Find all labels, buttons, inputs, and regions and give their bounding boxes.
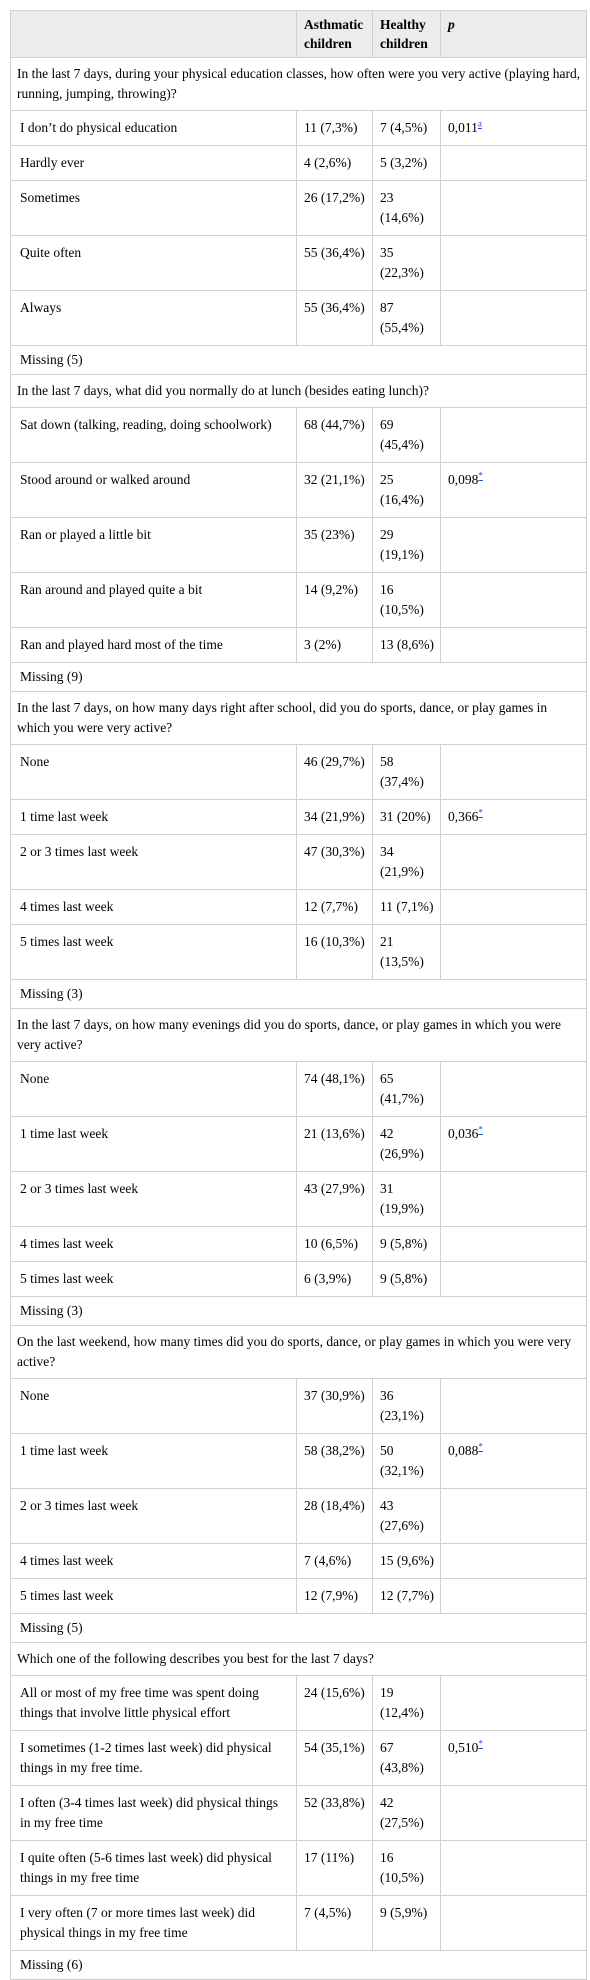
asthmatic-value: 16 (10,3%) xyxy=(297,925,373,980)
table-row xyxy=(11,890,587,925)
table-row xyxy=(11,518,587,573)
table-row xyxy=(11,111,587,146)
table-row xyxy=(11,925,587,980)
healthy-value: 31 (19,9%) xyxy=(373,1172,441,1227)
table-body xyxy=(11,58,587,1980)
p-cell xyxy=(441,291,587,346)
p-cell xyxy=(441,146,587,181)
missing-row xyxy=(11,1614,587,1643)
table-row xyxy=(11,1676,587,1731)
header-asthmatic: Asthmatic children xyxy=(297,11,373,58)
p-cell xyxy=(441,1896,587,1951)
answer-label: Ran or played a little bit xyxy=(11,518,297,573)
answer-label: 2 or 3 times last week xyxy=(11,835,297,890)
p-cell xyxy=(441,1579,587,1614)
p-cell xyxy=(441,408,587,463)
header-label xyxy=(11,11,297,58)
missing-row xyxy=(11,663,587,692)
p-cell xyxy=(441,1062,587,1117)
table-row xyxy=(11,1841,587,1896)
asthmatic-value: 54 (35,1%) xyxy=(297,1731,373,1786)
healthy-value: 69 (45,4%) xyxy=(373,408,441,463)
footnote-link[interactable]: a xyxy=(477,118,482,129)
answer-label: 4 times last week xyxy=(11,1544,297,1579)
p-value: 0,510 xyxy=(448,1740,479,1755)
p-cell xyxy=(441,1262,587,1297)
asthmatic-value: 52 (33,8%) xyxy=(297,1786,373,1841)
healthy-value: 65 (41,7%) xyxy=(373,1062,441,1117)
table-row xyxy=(11,573,587,628)
p-cell xyxy=(441,925,587,980)
answer-label: None xyxy=(11,745,297,800)
p-cell xyxy=(441,1172,587,1227)
table-row xyxy=(11,835,587,890)
healthy-value: 12 (7,7%) xyxy=(373,1579,441,1614)
asthmatic-value: 37 (30,9%) xyxy=(297,1379,373,1434)
asthmatic-value: 21 (13,6%) xyxy=(297,1117,373,1172)
healthy-value: 7 (4,5%) xyxy=(373,111,441,146)
asthmatic-value: 47 (30,3%) xyxy=(297,835,373,890)
answer-label: I very often (7 or more times last week) did physical things in my free time xyxy=(11,1896,297,1951)
asthmatic-value: 12 (7,7%) xyxy=(297,890,373,925)
asthmatic-value: 32 (21,1%) xyxy=(297,463,373,518)
asthmatic-value: 11 (7,3%) xyxy=(297,111,373,146)
answer-label: 2 or 3 times last week xyxy=(11,1489,297,1544)
missing-label: Missing (6) xyxy=(11,1951,587,1980)
asthmatic-value: 12 (7,9%) xyxy=(297,1579,373,1614)
answer-label: Quite often xyxy=(11,236,297,291)
healthy-value: 36 (23,1%) xyxy=(373,1379,441,1434)
missing-label: Missing (5) xyxy=(11,346,587,375)
asthmatic-value: 3 (2%) xyxy=(297,628,373,663)
asthmatic-value: 6 (3,9%) xyxy=(297,1262,373,1297)
table-row xyxy=(11,463,587,518)
answer-label: Hardly ever xyxy=(11,146,297,181)
asthmatic-value: 4 (2,6%) xyxy=(297,146,373,181)
p-cell xyxy=(441,1841,587,1896)
answer-label: I often (3-4 times last week) did physical things in my free time xyxy=(11,1786,297,1841)
healthy-value: 58 (37,4%) xyxy=(373,745,441,800)
question-row xyxy=(11,58,587,111)
answer-label: 1 time last week xyxy=(11,1434,297,1489)
healthy-value: 23 (14,6%) xyxy=(373,181,441,236)
p-value: 0,366 xyxy=(448,809,479,824)
healthy-value: 16 (10,5%) xyxy=(373,1841,441,1896)
question-row xyxy=(11,1009,587,1062)
asthmatic-value: 26 (17,2%) xyxy=(297,181,373,236)
asthmatic-value: 74 (48,1%) xyxy=(297,1062,373,1117)
healthy-value: 25 (16,4%) xyxy=(373,463,441,518)
missing-row xyxy=(11,980,587,1009)
table-row xyxy=(11,291,587,346)
asthmatic-value: 55 (36,4%) xyxy=(297,291,373,346)
healthy-value: 31 (20%) xyxy=(373,800,441,835)
table-row xyxy=(11,628,587,663)
table-row xyxy=(11,181,587,236)
answer-label: Ran and played hard most of the time xyxy=(11,628,297,663)
answer-label: 5 times last week xyxy=(11,1579,297,1614)
header-p: p xyxy=(441,11,587,58)
p-cell xyxy=(441,518,587,573)
healthy-value: 87 (55,4%) xyxy=(373,291,441,346)
question-row xyxy=(11,375,587,408)
table-row xyxy=(11,1172,587,1227)
healthy-value: 9 (5,8%) xyxy=(373,1262,441,1297)
question-row xyxy=(11,1326,587,1379)
answer-label: 2 or 3 times last week xyxy=(11,1172,297,1227)
healthy-value: 34 (21,9%) xyxy=(373,835,441,890)
question-text: In the last 7 days, on how many days right after school, did you do sports, dance, or play games in which you were very active? xyxy=(11,692,587,745)
answer-label: 4 times last week xyxy=(11,890,297,925)
p-cell xyxy=(441,236,587,291)
table-header-row xyxy=(11,11,587,58)
table-row xyxy=(11,1489,587,1544)
asthmatic-value: 28 (18,4%) xyxy=(297,1489,373,1544)
asthmatic-value: 55 (36,4%) xyxy=(297,236,373,291)
table-row xyxy=(11,1062,587,1117)
table-row xyxy=(11,1227,587,1262)
table-row xyxy=(11,236,587,291)
asthmatic-value: 7 (4,5%) xyxy=(297,1896,373,1951)
footnote-link[interactable]: * xyxy=(478,1441,483,1452)
p-cell xyxy=(441,800,587,835)
answer-label: 1 time last week xyxy=(11,1117,297,1172)
question-row xyxy=(11,692,587,745)
footnote-link[interactable]: * xyxy=(478,470,483,481)
table-row xyxy=(11,1731,587,1786)
p-cell xyxy=(441,1786,587,1841)
question-text: Which one of the following describes you best for the last 7 days? xyxy=(11,1643,587,1676)
table-row xyxy=(11,1896,587,1951)
healthy-value: 50 (32,1%) xyxy=(373,1434,441,1489)
asthmatic-value: 68 (44,7%) xyxy=(297,408,373,463)
p-cell xyxy=(441,1544,587,1579)
p-cell xyxy=(441,1676,587,1731)
answer-label: I sometimes (1-2 times last week) did physical things in my free time. xyxy=(11,1731,297,1786)
table-row xyxy=(11,800,587,835)
asthmatic-value: 14 (9,2%) xyxy=(297,573,373,628)
healthy-value: 67 (43,8%) xyxy=(373,1731,441,1786)
footnote-link[interactable]: * xyxy=(478,1738,483,1749)
healthy-value: 13 (8,6%) xyxy=(373,628,441,663)
p-cell xyxy=(441,1227,587,1262)
answer-label: 5 times last week xyxy=(11,1262,297,1297)
healthy-value: 42 (27,5%) xyxy=(373,1786,441,1841)
p-cell xyxy=(441,1117,587,1172)
missing-label: Missing (5) xyxy=(11,1614,587,1643)
p-cell xyxy=(441,181,587,236)
healthy-value: 43 (27,6%) xyxy=(373,1489,441,1544)
p-cell xyxy=(441,1489,587,1544)
table-row xyxy=(11,146,587,181)
header-healthy: Healthy children xyxy=(373,11,441,58)
question-text: In the last 7 days, on how many evenings did you do sports, dance, or play games in which you were very active? xyxy=(11,1009,587,1062)
activity-table xyxy=(10,10,587,1980)
missing-label: Missing (9) xyxy=(11,663,587,692)
missing-row xyxy=(11,1297,587,1326)
answer-label: Sometimes xyxy=(11,181,297,236)
asthmatic-value: 46 (29,7%) xyxy=(297,745,373,800)
question-row xyxy=(11,1643,587,1676)
table-row xyxy=(11,745,587,800)
table-row xyxy=(11,1262,587,1297)
healthy-value: 15 (9,6%) xyxy=(373,1544,441,1579)
asthmatic-value: 34 (21,9%) xyxy=(297,800,373,835)
healthy-value: 29 (19,1%) xyxy=(373,518,441,573)
p-cell xyxy=(441,573,587,628)
p-cell xyxy=(441,628,587,663)
healthy-value: 9 (5,8%) xyxy=(373,1227,441,1262)
table-row xyxy=(11,1434,587,1489)
p-cell xyxy=(441,111,587,146)
answer-label: Sat down (talking, reading, doing schoolwork) xyxy=(11,408,297,463)
asthmatic-value: 7 (4,6%) xyxy=(297,1544,373,1579)
answer-label: None xyxy=(11,1062,297,1117)
missing-label: Missing (3) xyxy=(11,1297,587,1326)
answer-label: 4 times last week xyxy=(11,1227,297,1262)
p-cell xyxy=(441,745,587,800)
healthy-value: 5 (3,2%) xyxy=(373,146,441,181)
asthmatic-value: 24 (15,6%) xyxy=(297,1676,373,1731)
missing-row xyxy=(11,346,587,375)
footnote-link[interactable]: * xyxy=(478,807,483,818)
answer-label: I quite often (5-6 times last week) did physical things in my free time xyxy=(11,1841,297,1896)
table-row xyxy=(11,1786,587,1841)
p-value: 0,011 xyxy=(448,120,478,135)
asthmatic-value: 58 (38,2%) xyxy=(297,1434,373,1489)
healthy-value: 9 (5,9%) xyxy=(373,1896,441,1951)
p-cell xyxy=(441,463,587,518)
question-text: In the last 7 days, during your physical education classes, how often were you very active (playing hard, running, jumping, throwing)? xyxy=(11,58,587,111)
answer-label: All or most of my free time was spent doing things that involve little physical effort xyxy=(11,1676,297,1731)
table-row xyxy=(11,1379,587,1434)
healthy-value: 16 (10,5%) xyxy=(373,573,441,628)
footnote-link[interactable]: * xyxy=(478,1124,483,1135)
table-row xyxy=(11,408,587,463)
missing-label: Missing (3) xyxy=(11,980,587,1009)
p-cell xyxy=(441,890,587,925)
asthmatic-value: 43 (27,9%) xyxy=(297,1172,373,1227)
asthmatic-value: 10 (6,5%) xyxy=(297,1227,373,1262)
table-row xyxy=(11,1579,587,1614)
question-text: On the last weekend, how many times did you do sports, dance, or play games in which you were very active? xyxy=(11,1326,587,1379)
answer-label: Ran around and played quite a bit xyxy=(11,573,297,628)
question-text: In the last 7 days, what did you normally do at lunch (besides eating lunch)? xyxy=(11,375,587,408)
healthy-value: 11 (7,1%) xyxy=(373,890,441,925)
missing-row xyxy=(11,1951,587,1980)
answer-label: Stood around or walked around xyxy=(11,463,297,518)
answer-label: Always xyxy=(11,291,297,346)
p-cell xyxy=(441,835,587,890)
table-row xyxy=(11,1544,587,1579)
p-cell xyxy=(441,1731,587,1786)
asthmatic-value: 17 (11%) xyxy=(297,1841,373,1896)
answer-label: I don’t do physical education xyxy=(11,111,297,146)
healthy-value: 35 (22,3%) xyxy=(373,236,441,291)
p-cell xyxy=(441,1434,587,1489)
asthmatic-value: 35 (23%) xyxy=(297,518,373,573)
p-value: 0,098 xyxy=(448,472,479,487)
healthy-value: 21 (13,5%) xyxy=(373,925,441,980)
healthy-value: 19 (12,4%) xyxy=(373,1676,441,1731)
table-row xyxy=(11,1117,587,1172)
answer-label: 1 time last week xyxy=(11,800,297,835)
p-cell xyxy=(441,1379,587,1434)
p-value: 0,088 xyxy=(448,1443,479,1458)
healthy-value: 42 (26,9%) xyxy=(373,1117,441,1172)
answer-label: None xyxy=(11,1379,297,1434)
answer-label: 5 times last week xyxy=(11,925,297,980)
p-value: 0,036 xyxy=(448,1126,479,1141)
